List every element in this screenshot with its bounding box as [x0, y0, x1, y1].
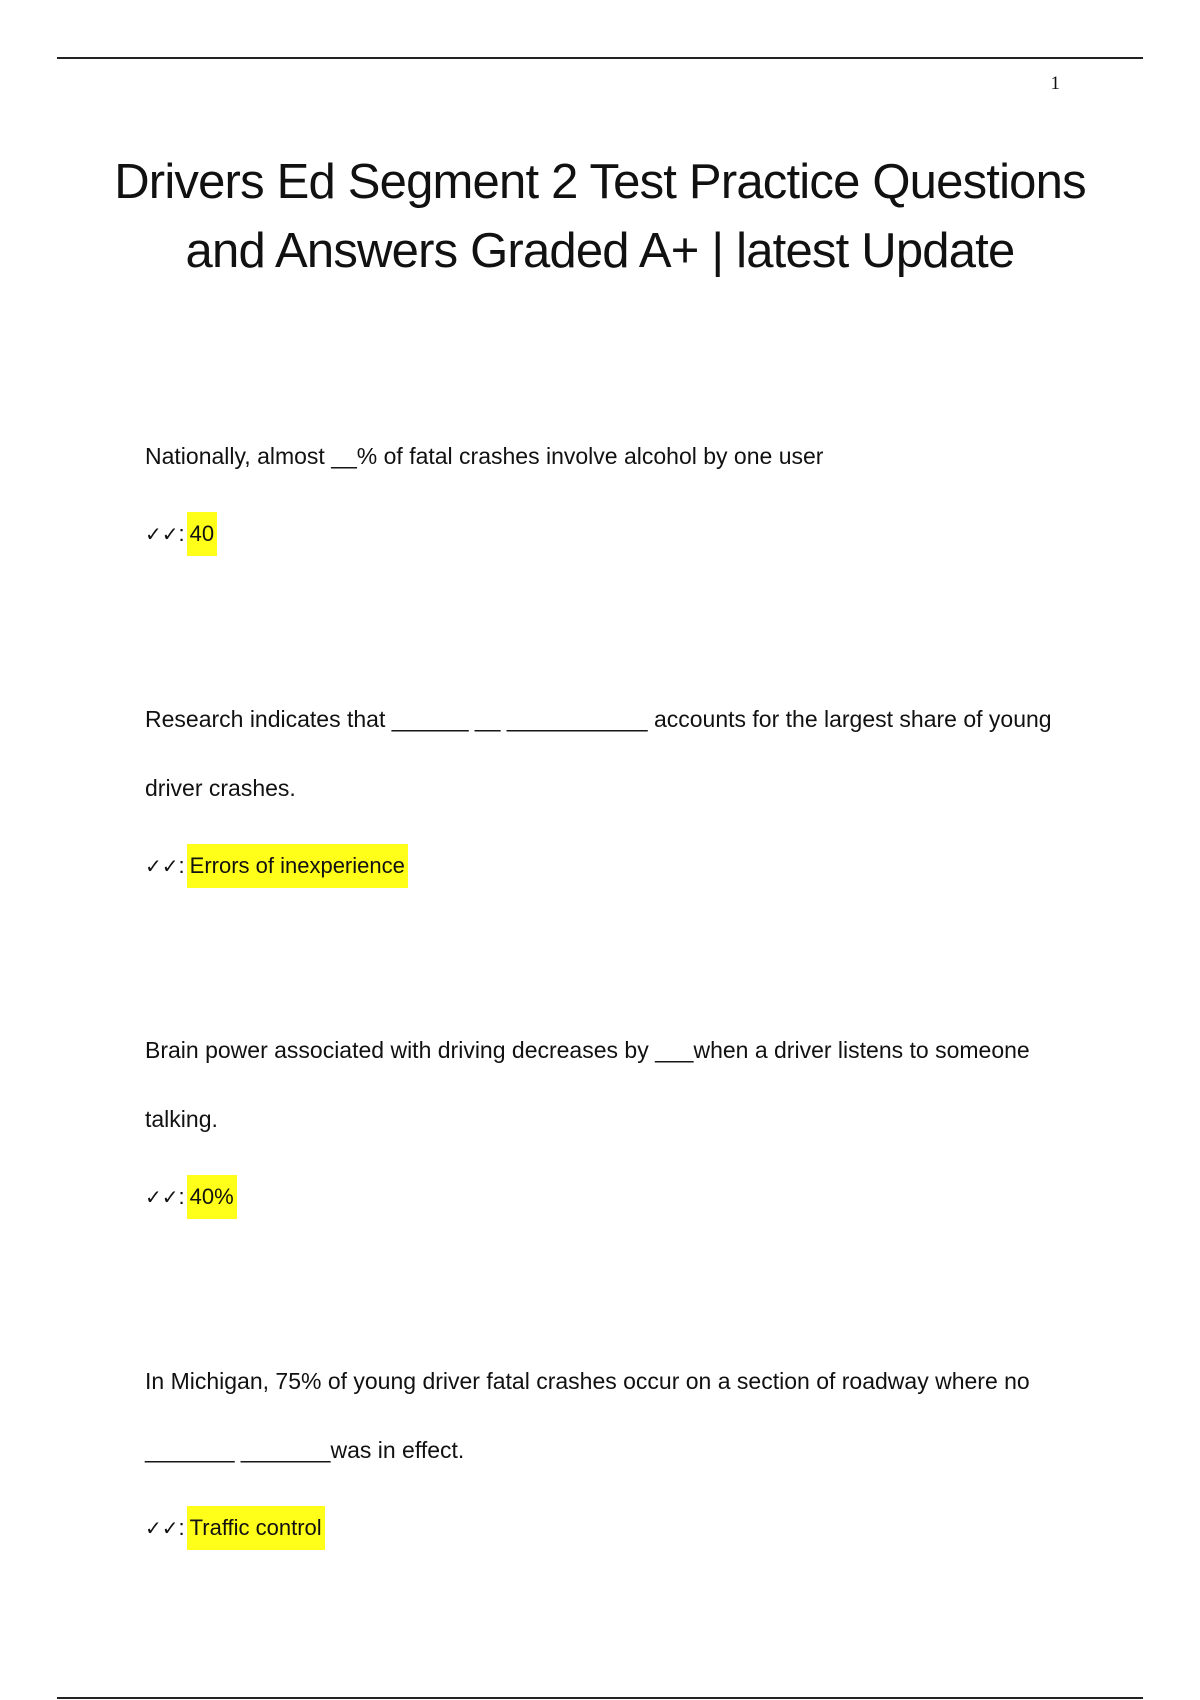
- answer-highlight: Errors of inexperience: [187, 844, 408, 888]
- double-check-icon: ✓✓: [145, 1185, 179, 1209]
- bottom-rule: [57, 1697, 1143, 1699]
- question-text: In Michigan, 75% of young driver fatal crashes occur on a section of roadway where no _______ _______was in effect.: [145, 1368, 1030, 1463]
- answer-line: [145, 1505, 1065, 1551]
- double-check-icon: ✓✓: [145, 854, 179, 878]
- qa-item-1: [145, 422, 1065, 557]
- answer-separator: :: [178, 1184, 185, 1209]
- question-text: Research indicates that ______ __ ___________ accounts for the largest share of young driver crashes.: [145, 706, 1052, 801]
- question-text: Nationally, almost __% of fatal crashes involve alcohol by one user: [145, 443, 824, 469]
- qa-item-4: [145, 1347, 1065, 1551]
- answer-highlight: 40: [187, 512, 217, 556]
- page-number: 1: [1050, 73, 1060, 94]
- answer-line: [145, 843, 1065, 889]
- answer-separator: :: [178, 1515, 185, 1540]
- top-rule: [57, 57, 1143, 59]
- answer-line: [145, 1174, 1065, 1220]
- document-title: Drivers Ed Segment 2 Test Practice Questions and Answers Graded A+ | latest Update: [114, 155, 1086, 278]
- answer-highlight: 40%: [187, 1175, 237, 1219]
- double-check-icon: ✓✓: [145, 522, 179, 546]
- answer-separator: :: [178, 853, 185, 878]
- double-check-icon: ✓✓: [145, 1516, 179, 1540]
- question-text: Brain power associated with driving decreases by ___when a driver listens to someone talking.: [145, 1037, 1030, 1132]
- answer-highlight: Traffic control: [187, 1506, 325, 1550]
- qa-item-2: [145, 685, 1065, 889]
- answer-line: [145, 511, 1065, 557]
- qa-item-3: [145, 1016, 1065, 1220]
- answer-separator: :: [178, 521, 185, 546]
